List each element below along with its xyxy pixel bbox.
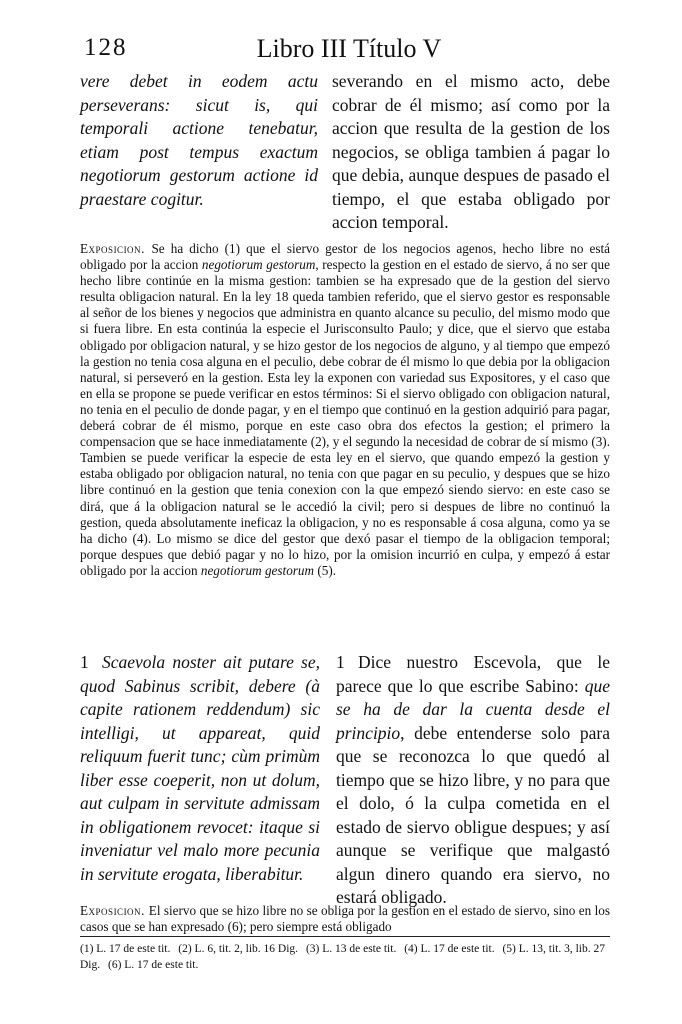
section-number: 1	[80, 652, 89, 672]
exposicion-label: Exposicion .	[80, 241, 151, 256]
latin-column-top	[80, 70, 318, 211]
latin-text: vere debet in eodem actu perseverans: sicut is, qui temporali actione tenebatur, etiam post tempus exactum negotiorum gestorum actione id praestare cogitur.	[80, 71, 318, 209]
exposicion-paragraph	[80, 241, 610, 579]
spanish-text: severando en el mismo acto, debe cobrar de él mismo; así como por la accion que resulta de la gestion de los negocios, se obliga tambien á pagar lo que debia, aunque despues de pasado el tiempo, el que estaba obligado por accion temporal.	[332, 71, 610, 232]
exposicion-text: Se ha dicho (1) que el siervo gestor de los negocios agenos, hecho libre no está obligado por la accion	[80, 241, 610, 273]
section-number: 1	[336, 652, 345, 672]
page-number: 128	[84, 34, 128, 61]
exposicion-text: , respecto la gestion en el estado de siervo, á no ser que hecho libre continúe en la misma gestion: tambien se ha expresado que de la gestion del siervo resulta obligacion natural. En la ley 18 queda tambien referido, que el siervo gestor es responsable al señor de los bienes y negocios que administra en quanto alcance su peculio, del mismo modo que si fuera libre. En esta continúa la especie el Jurisconsulto Paulo; y dice, que el siervo que estaba obligado por obligacion natural, y se hizo gestor de los negocios de alguno, y al tiempo que empezó la gestion no tenia cosa alguna en el peculio, debe cobrar de él mismo lo que debia por la obligacion natural, si perseveró en la gestion. Esta ley la exponen con variedad sus Expositores, y el caso que en ella se propone se puede verificar en estos términos: Si el siervo obligado con obligacion natural, no tenia en el peculio de donde pagar, y en el tiempo que continuó en la gestion adquirió para pagar, deberá cobrar de él mismo, porque en este caso obra dos efectos la gestion; el primero la compensacion que se hace inmediatamente (2), y el segundo la necesidad de cobrar de sí mismo (3). Tambien se puede verificar la especie de esta ley en el siervo, que quando empezó la gestion y estaba obligado por obligacion natural, no tenia con que pagar en su peculio, y despues que se hizo libre continuó en la gestion que tenia conexion con la que empezó siendo siervo: en este caso se dirá, que á la obligacion natural se le accedió la civil; pero si despues de libre no continuó la gestion, queda absolutamente ineficaz la obligacion, y no es responsable á cosa alguna, como ya se ha dicho (4). Lo mismo se dice del gestor que dexó pasar el tiempo de la obligacion temporal; porque despues que debió pagar y no lo hizo, por la omision incurrió en culpa, y empezó á estar obligado por la accion	[80, 257, 610, 578]
latin-term: negotiorum gestorum	[200, 562, 315, 578]
spanish-column-section	[336, 651, 610, 910]
spanish-text: Dice nuestro Escevola, que le parece que lo que escribe Sabino:	[336, 652, 610, 696]
latin-text: Scaevola noster ait putare se, quod Sabinus scribit, debere (à capite rationem reddendum) sic intelligi, ut appareat, quid reliquum fuerit tunc; cùm primùm liber esse coeperit, non ut dolum, aut culpam in servitute admissam in obligationem revocet: itaque si inveniatur vel malo more pecunia in servitute erogata, liberabitur.	[80, 652, 320, 884]
exposicion-text: El siervo que se hizo libre no se obliga por la gestion en el estado de siervo, sino en los casos que se han expresado (6); pero siempre está obligado	[80, 903, 610, 935]
spanish-text: , debe entenderse solo para que se reconozca lo que quedó al tiempo que se hizo libre, y no para que el dolo, ó la culpa cometida en el estado de siervo obligue despues; y así aunque se verifique que malgastó algun dinero quando era siervo, no estará obligado.	[336, 722, 610, 907]
exposicion-text: (5).	[314, 562, 337, 578]
footnote: (1) L. 17 de este tit.	[80, 943, 171, 955]
footnotes	[80, 941, 610, 973]
footnote: (4) L. 17 de este tit.	[404, 943, 495, 955]
running-head: Libro III Título V	[256, 34, 442, 63]
footnote: (6) L. 17 de este tit.	[108, 959, 199, 971]
exposicion-label: Exposicion .	[80, 903, 149, 918]
spanish-column-top	[332, 70, 610, 235]
footnote: (5) L. 13, tit. 3, lib. 27 Dig.	[80, 943, 606, 971]
footnote: (3) L. 13 de este tit.	[305, 943, 397, 955]
latin-column-section	[80, 651, 320, 886]
footnote-divider	[80, 936, 610, 937]
latin-term: negotiorum gestorum	[201, 257, 316, 273]
footnote: (2) L. 6, tit. 2, lib. 16 Dig.	[178, 943, 299, 955]
quoted-text: que se ha de dar la cuenta desde el principio	[336, 675, 610, 743]
page-header	[84, 34, 614, 68]
exposicion-paragraph	[80, 903, 610, 935]
